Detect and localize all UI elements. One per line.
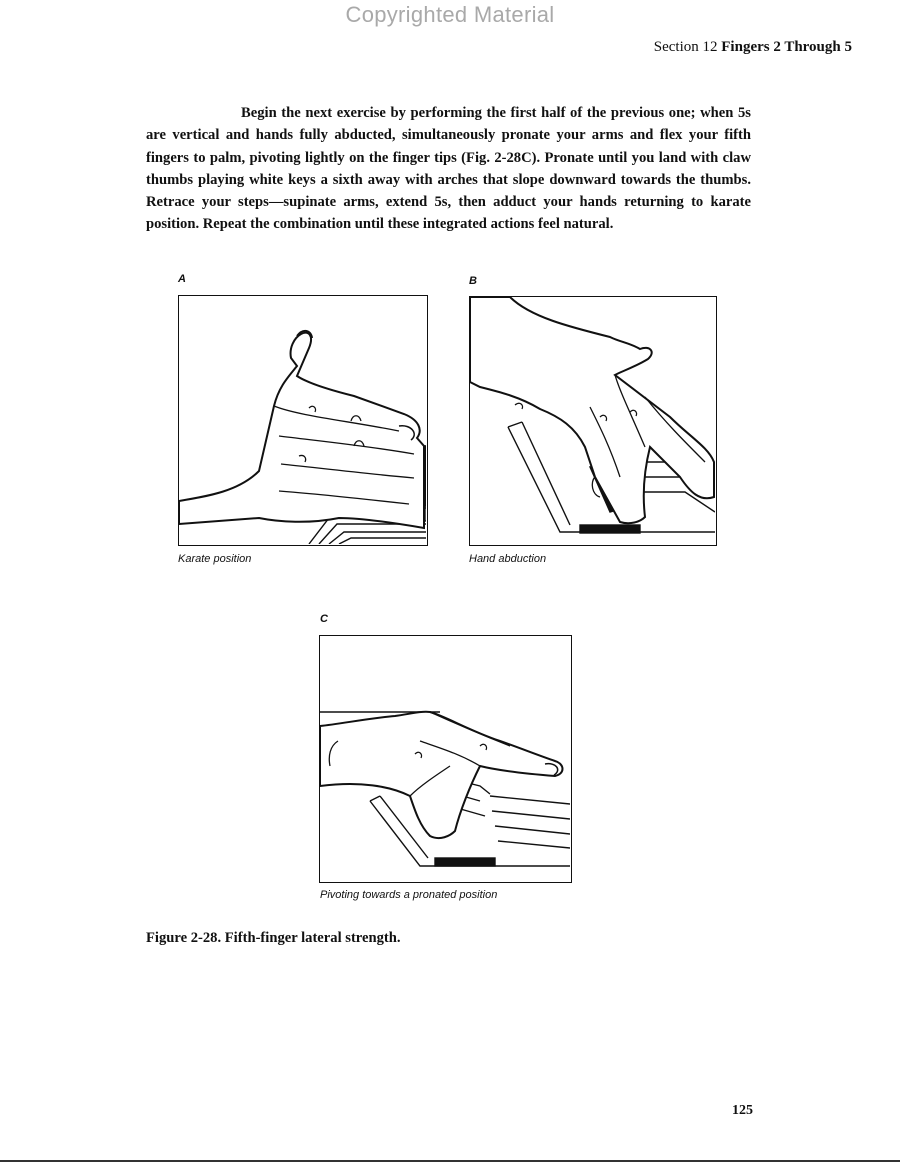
page-bottom-border xyxy=(0,1160,900,1162)
figure-c-caption: Pivoting towards a pronated position xyxy=(320,889,498,901)
page-number: 125 xyxy=(732,1103,753,1118)
hand-outline-c xyxy=(320,712,563,838)
figure-b-caption: Hand abduction xyxy=(469,553,547,565)
running-head xyxy=(654,39,852,56)
figure-a-caption: Karate position xyxy=(178,553,252,565)
body-text-part-1: Begin the next exercise by performing the first half of the previous one; when 5s are vertical and hands fully abducted, simultaneously pronate your arms and flex your fifth fingers to palm, pivoting lightly on the finger tips xyxy=(146,105,751,166)
body-paragraph xyxy=(146,102,751,236)
body-text-part-2: . Pronate until you land with claw thumbs playing white keys a sixth away with arches that slope downward towards the thumbs. Retrace your steps—supinate arms, extend 5s, then adduct your hands returning to karate position. Repeat the combination until these integrated actions feel natural. xyxy=(146,149,751,233)
body-paragraph-block xyxy=(146,102,751,236)
pronated-pivot-hand-drawing xyxy=(320,636,570,881)
figure-a-illustration xyxy=(178,295,428,546)
figure-a-letter: A xyxy=(178,273,186,285)
copyright-watermark: Copyrighted Material xyxy=(345,2,555,27)
figure-c-illustration xyxy=(319,635,572,883)
figure-ref-open: ( xyxy=(461,149,467,166)
figure-b-letter: B xyxy=(469,275,477,287)
figure-b-illustration xyxy=(469,296,717,546)
figure-c-letter: C xyxy=(320,613,328,625)
running-head-section: Section 12 xyxy=(653,39,718,55)
figure-title: Figure 2-28. Fifth-finger lateral strength. xyxy=(146,930,401,946)
running-head-title: Fingers 2 Through 5 xyxy=(721,39,852,55)
abduction-hand-drawing xyxy=(470,297,715,544)
figure-reference: Fig. 2-28C xyxy=(466,149,532,166)
karate-hand-drawing xyxy=(179,296,426,544)
hand-outline-b xyxy=(470,297,714,523)
hand-outline-a xyxy=(179,331,424,528)
figure-ref-close: ) xyxy=(531,149,537,166)
